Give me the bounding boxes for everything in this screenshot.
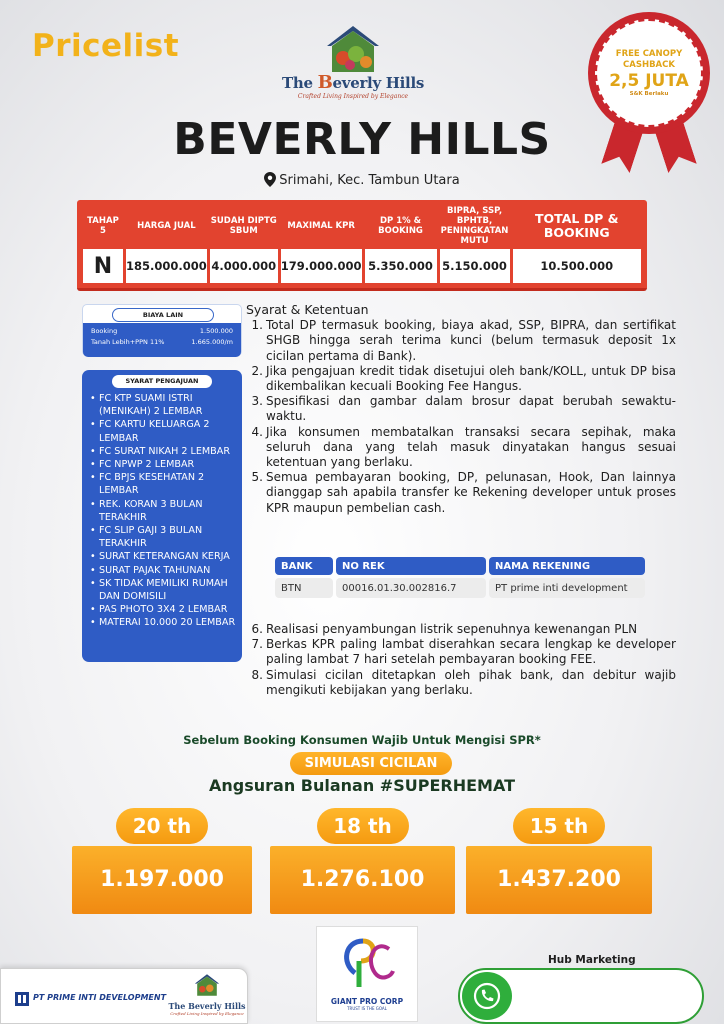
beverly-hills-logo: [278, 24, 428, 100]
col-no-rek: NO REK: [336, 557, 486, 575]
syarat-list: [88, 392, 236, 630]
col-dp-booking: DP 1% & BOOKING: [378, 216, 423, 236]
term-item: [246, 622, 676, 637]
badge-line2: CASHBACK: [623, 60, 675, 70]
pricelist-title: Pricelist: [32, 28, 180, 64]
biaya-value: 1.665.000/m: [191, 338, 233, 346]
simulasi-label: SIMULASI CICILAN: [290, 752, 452, 775]
term-text: Spesifikasi dan gambar dalam brosur dapat berubah sewaktu-waktu.: [266, 394, 676, 424]
term-text: Realisasi penyambungan listrik sepenuhnya kewenangan PLN: [266, 622, 638, 636]
list-item: • PAS PHOTO 3X4 2 LEMBAR: [88, 603, 236, 616]
card-tenor: 18 th: [317, 808, 409, 844]
term-number: 3.: [251, 394, 263, 409]
page-title: BEVERLY HILLS: [173, 114, 551, 165]
card-amount: 1.437.200: [466, 846, 652, 914]
list-item: • SK TIDAK MEMILIKI RUMAH DAN DOMISILI: [88, 577, 236, 603]
term-item: [246, 425, 676, 471]
syarat-pengajuan-panel: [82, 370, 242, 662]
cell-dp-booking: 5.350.000: [365, 249, 437, 283]
cashback-badge: [588, 12, 716, 172]
term-number: 1.: [251, 318, 263, 333]
badge-note: S&K Berlaku: [629, 91, 669, 97]
hub-marketing-label: Hub Marketing: [548, 954, 636, 966]
map-pin-icon: [264, 172, 276, 187]
term-number: 7.: [251, 637, 263, 652]
phone-button[interactable]: [462, 972, 512, 1020]
spr-notice: Sebelum Booking Konsumen Wajib Untuk Mengisi SPR*: [183, 733, 541, 747]
partner-name: GIANT PRO CORP: [330, 997, 404, 1006]
card-tenor: 20 th: [116, 808, 208, 844]
card-tenor: 15 th: [513, 808, 605, 844]
biaya-lain-title: BIAYA LAIN: [113, 309, 213, 321]
term-item: [246, 318, 676, 364]
term-text: Berkas KPR paling lambat diserahkan secara lengkap ke developer paling lambat 7 hari setelah pembayaran booking FEE.: [266, 637, 676, 667]
card-amount: 1.197.000: [72, 846, 252, 914]
col-harga-jual: HARGA JUAL: [137, 221, 196, 231]
term-text: Total DP termasuk booking, biaya akad, SSP, BIPRA, dan sertifikat SHGB hingga serah terima kunci (belum termasuk deposit 1x cicilan pertama di Bank).: [266, 318, 676, 363]
card-amount: 1.276.100: [270, 846, 455, 914]
logo-tagline: Crafted Living Inspired by Elegance: [297, 93, 409, 100]
partner-logo: [316, 926, 418, 1022]
term-item: [246, 364, 676, 394]
col-bipra: BIPRA, SSP, BPHTB, PENINGKATAN MUTU: [440, 206, 509, 246]
term-text: Jika pengajuan kredit tidak disetujui oleh bank/KOLL, untuk DP bisa dikembalikan kecuali Booking Fee Hangus.: [266, 363, 676, 394]
biaya-lain-body: [83, 323, 241, 357]
term-item: [246, 470, 676, 516]
cell-no-rek: 00016.01.30.002816.7: [336, 578, 486, 598]
installment-card-18: [270, 808, 455, 916]
angsuran-title: Angsuran Bulanan #SUPERHEMAT: [209, 776, 515, 795]
list-item: • FC KARTU KELUARGA 2 LEMBAR: [88, 418, 236, 444]
cell-harga-jual: 185.000.000: [126, 249, 207, 283]
list-item: • FC SURAT NIKAH 2 LEMBAR: [88, 445, 236, 458]
terms-section: [246, 302, 676, 516]
term-item: [246, 668, 676, 698]
list-item: • MATERAI 10.000 20 LEMBAR: [88, 616, 236, 629]
footer-logo-tagline: Crafted Living Inspired by Elegance: [170, 1011, 244, 1016]
location-text: Srimahi, Kec. Tambun Utara: [279, 173, 460, 188]
badge-inner: [595, 19, 703, 127]
list-item: • FC NPWP 2 LEMBAR: [88, 458, 236, 471]
partner-tagline: TRUST IS THE GOAL: [347, 1006, 387, 1011]
cell-bipra: 5.150.000: [440, 249, 510, 283]
list-item: • FC KTP SUAMI ISTRI (MENIKAH) 2 LEMBAR: [88, 392, 236, 418]
terms-section-2: [246, 622, 676, 698]
company-logo-icon: [15, 992, 29, 1006]
term-number: 4.: [251, 424, 263, 439]
col-total: TOTAL DP & BOOKING: [535, 211, 619, 240]
list-item: • SURAT PAJAK TAHUNAN: [88, 564, 236, 577]
cell-sbum: 4.000.000: [210, 249, 278, 283]
footer-company: [0, 968, 248, 1024]
footer-logo: [167, 973, 247, 1016]
biaya-label: Booking: [91, 327, 118, 335]
badge-line1: FREE CANOPY: [615, 49, 683, 59]
term-number: 2.: [251, 363, 263, 378]
biaya-value: 1.500.000: [199, 327, 233, 335]
installment-card-15: [466, 808, 652, 916]
col-max-kpr: MAXIMAL KPR: [287, 221, 355, 231]
giant-pro-corp-icon: [337, 933, 397, 991]
installment-card-20: [72, 808, 252, 916]
term-text: Jika konsumen membatalkan transaksi secara sepihak, maka seluruh dana yang telah masuk dinyatakan hangus sesuai ketentuan yang berlaku.: [266, 424, 676, 470]
cell-nama-rekening: PT prime inti development: [489, 578, 645, 598]
price-table-row: [83, 249, 641, 283]
house-logo-icon: [323, 24, 383, 74]
cell-total: 10.500.000: [513, 249, 641, 283]
phone-icon: [473, 982, 501, 1010]
cell-phase: N: [83, 249, 123, 283]
biaya-lain-panel: [82, 304, 242, 356]
term-number: 5.: [251, 470, 263, 485]
biaya-row: [91, 326, 233, 337]
col-tahap: TAHAP 5: [87, 216, 119, 236]
badge-circle: [588, 12, 710, 134]
logo-name: The Beverly Hills: [281, 72, 425, 93]
term-item: [246, 637, 676, 667]
col-nama-rekening: NAMA REKENING: [489, 557, 645, 575]
terms-title: Syarat & Ketentuan: [246, 302, 369, 317]
cell-bank: BTN: [275, 578, 333, 598]
company-name: PT PRIME INTI DEVELOPMENT: [33, 993, 167, 1002]
bank-row: [275, 578, 645, 598]
house-logo-icon: [193, 973, 221, 997]
list-item: • FC SLIP GAJI 3 BULAN TERAKHIR: [88, 524, 236, 550]
term-number: 6.: [251, 622, 263, 636]
term-text: Semua pembayaran booking, DP, pelunasan, Hook, Dan lainnya dianggap sah apabila transfer ke Rekening developer untuk proses KPR maupun pembelian cash.: [266, 470, 676, 515]
biaya-label: Tanah Lebih+PPN 11%: [91, 338, 165, 346]
bank-header: [275, 557, 645, 575]
list-item: • SURAT KETERANGAN KERJA: [88, 550, 236, 563]
term-item: [246, 394, 676, 424]
term-number: 8.: [251, 667, 263, 682]
bank-table: [272, 554, 648, 601]
price-table-header: [83, 206, 641, 246]
price-table: [77, 200, 647, 291]
list-item: • FC BPJS KESEHATAN 2 LEMBAR: [88, 471, 236, 497]
syarat-pengajuan-title: SYARAT PENGAJUAN: [112, 375, 212, 388]
list-item: • REK. KORAN 3 BULAN TERAKHIR: [88, 498, 236, 524]
badge-amount: 2,5 JUTA: [609, 71, 689, 91]
location: [0, 172, 724, 188]
term-text: Simulasi cicilan ditetapkan oleh pihak bank, dan debitur wajib mengikuti kebijakan yang berlaku.: [266, 667, 676, 697]
col-sbum: SUDAH DIPTG SBUM: [210, 216, 277, 236]
cell-max-kpr: 179.000.000: [281, 249, 362, 283]
col-bank: BANK: [275, 557, 333, 575]
hub-marketing-contact[interactable]: [458, 968, 704, 1024]
footer-logo-name: The Beverly Hills: [168, 1001, 246, 1011]
biaya-row: [91, 337, 233, 348]
